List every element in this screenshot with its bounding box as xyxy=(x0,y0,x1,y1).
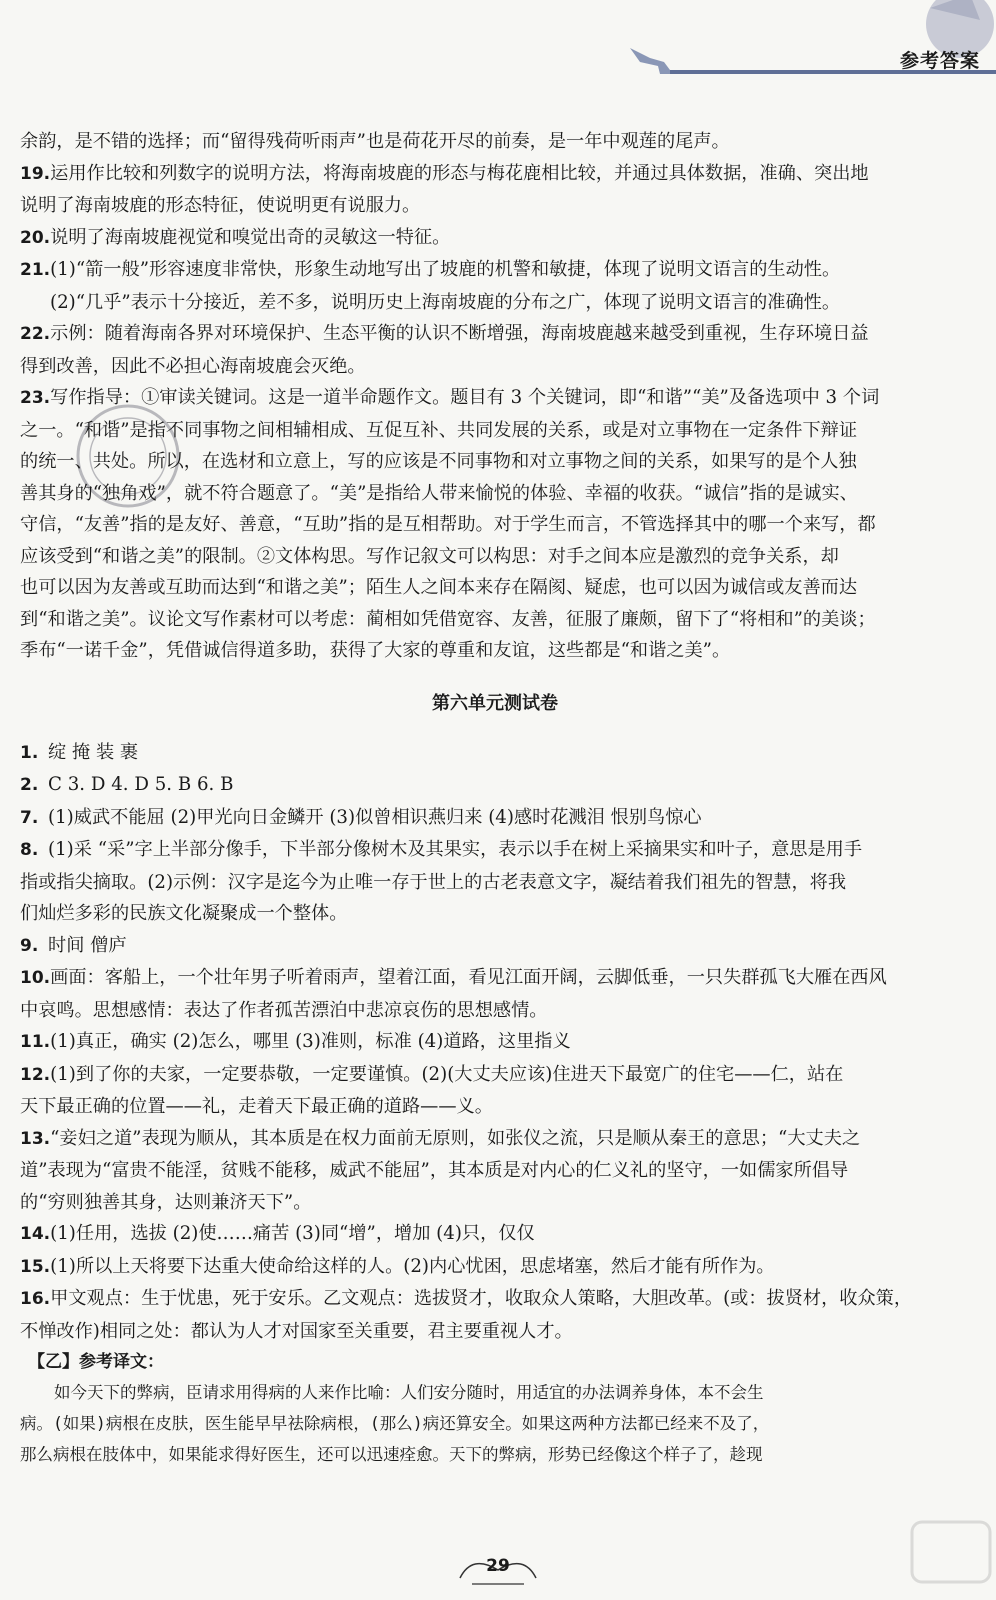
answer-line xyxy=(20,446,970,478)
answer-text: 说明了海南坡鹿的形态特征，使说明更有说服力。 xyxy=(20,195,421,216)
answer-line xyxy=(20,509,970,541)
answer-text: (1)到了你的夫家，一定要恭敬，一定要谨慎。(2)(大丈夫应该)住进天下最宽广的住宅——仁，站在 xyxy=(50,1063,844,1085)
question-number: 11. xyxy=(20,1032,51,1052)
translation-line: 病。(如果)病根在皮肤，医生能早早祛除病根，(那么)病还算安全。如果这两种方法都已经来不及了， xyxy=(20,1414,770,1433)
answer-line xyxy=(20,287,970,319)
answer-text: 绽 掩 装 裹 xyxy=(48,741,139,763)
answer-text: C 3. D 4. D 5. B 6. B xyxy=(48,774,234,795)
answer-line xyxy=(20,1251,970,1284)
answer-line xyxy=(20,478,970,510)
answer-text: 画面：客船上，一个壮年男子听着雨声，望着江面，看见江面开阔，云脚低垂，一只失群孤飞大雁在西风 xyxy=(50,967,887,988)
answer-text: (1)“箭一般”形容速度非常快，形象生动地写出了坡鹿的机警和敏捷，体现了说明文语言的生动性。 xyxy=(50,259,841,280)
answer-line xyxy=(20,930,970,963)
answer-line xyxy=(20,995,970,1027)
answer-text: 示例：随着海南各界对环境保护、生态平衡的认识不断增强，海南坡鹿越来越受到重视，生存环境日益 xyxy=(50,323,869,344)
answer-content xyxy=(20,126,970,1470)
question-number: 2. xyxy=(20,775,39,795)
question-number: 8. xyxy=(20,840,39,860)
answer-text: 甲文观点：生于忧患，死于安乐。乙文观点：选拔贤才，收取众人策略，大胆改革。(或：拔贤材，收众策， xyxy=(50,1288,913,1309)
answer-line xyxy=(20,604,970,636)
answers-part-1 xyxy=(20,126,970,667)
question-number: 19. xyxy=(20,163,51,184)
question-number: 9. xyxy=(20,935,39,956)
page-number: 29 xyxy=(486,1556,510,1576)
answer-text: 得到改善，因此不必担心海南坡鹿会灭绝。 xyxy=(20,355,366,377)
translation-line: 那么病根在肢体中，如果能求得好医生，还可以迅速痊愈。天下的弊病，形势已经像这个样子了，趁现 xyxy=(20,1445,763,1464)
answer-line xyxy=(20,1026,970,1059)
answer-line xyxy=(20,1187,970,1219)
answer-text: 应该受到“和谐之美”的限制。②文体构思。写作记叙文可以构思：对手之间本应是激烈的竞争关系，却 xyxy=(20,545,839,567)
answer-text: 到“和谐之美”。议论文写作素材可以考虑：蔺相如凭借宽容、友善，征服了廉颇，留下了“将相和”的美谈； xyxy=(20,608,876,630)
section-title: 第六单元测试卷 xyxy=(432,692,558,714)
answer-text: 的“穷则独善其身，达则兼济天下”。 xyxy=(20,1191,312,1213)
answer-text: (1)威武不能屈 (2)甲光向日金鳞开 (3)似曾相识燕归来 (4)感时花溅泪 恨别鸟惊心 xyxy=(48,806,702,828)
answer-text: (2)“几乎”表示十分接近，差不多，说明历史上海南坡鹿的分布之广，体现了说明文语言的准确性。 xyxy=(50,291,841,313)
header-banner xyxy=(630,0,996,80)
question-number: 14. xyxy=(20,1224,51,1244)
answer-line xyxy=(20,254,970,287)
answer-line xyxy=(20,572,970,604)
answer-line xyxy=(20,1123,970,1156)
answer-text: 时间 僧庐 xyxy=(48,934,127,956)
answer-text: 中哀鸣。思想感情：表达了作者孤苦漂泊中悲凉哀伤的思想感情。 xyxy=(20,999,548,1021)
translation-text xyxy=(20,1377,970,1470)
answer-line xyxy=(20,1059,970,1092)
answer-line xyxy=(20,190,970,222)
question-number: 22. xyxy=(20,324,51,344)
page-number-badge xyxy=(452,1548,544,1592)
watermark-logo xyxy=(906,1512,996,1600)
answer-line xyxy=(20,1316,970,1348)
answer-line xyxy=(20,351,970,383)
answer-line xyxy=(20,1091,970,1123)
answer-text: (1)任用，选拔 (2)使……痛苦 (3)同“增”，增加 (4)只，仅仅 xyxy=(50,1223,535,1244)
answer-line xyxy=(20,867,970,899)
answer-line xyxy=(20,318,970,351)
answer-text: “妾妇之道”表现为顺从，其本质是在权力面前无原则，如张仪之流，只是顺从秦王的意思；“大丈夫之 xyxy=(50,1127,861,1149)
answer-text: 指或指尖摘取。(2)示例：汉字是迄今为止唯一存于世上的古老表意文字，凝结着我们祖先的智慧，将我 xyxy=(20,871,847,893)
answer-text: (1)所以上天将要下达重大使命给这样的人。(2)内心忧困，思虑堵塞，然后才能有所作为。 xyxy=(50,1255,775,1277)
answer-line xyxy=(20,126,970,158)
answer-line xyxy=(20,541,970,573)
answer-line xyxy=(20,382,970,415)
answer-line xyxy=(20,415,970,447)
answer-line xyxy=(20,1155,970,1187)
header-title: 参考答案 xyxy=(899,50,980,72)
question-number: 23. xyxy=(20,388,51,408)
answer-text: 之一。“和谐”是指不同事物之间相辅相成、互促互补、共同发展的关系，或是对立事物在一定条件下辩证 xyxy=(20,419,858,441)
question-number: 7. xyxy=(20,807,39,828)
answer-text: 们灿烂多彩的民族文化凝聚成一个整体。 xyxy=(20,903,348,924)
answer-text: 不惮改作)相同之处：都认为人才对国家至关重要，君主要重视人才。 xyxy=(20,1320,573,1342)
answer-line xyxy=(20,1283,970,1316)
question-number: 13. xyxy=(20,1128,51,1149)
question-number: 21. xyxy=(20,260,51,280)
answer-line xyxy=(20,802,970,835)
question-number: 10. xyxy=(20,968,51,988)
question-number: 20. xyxy=(20,227,51,248)
answer-line xyxy=(20,962,970,995)
question-number: 1. xyxy=(20,742,39,763)
answer-text: 善其身的“独角戏”，就不符合题意了。“美”是指给人带来愉悦的体验、幸福的收获。“诚信”指的是诚实、 xyxy=(20,482,858,504)
answer-text: 写作指导：①审读关键词。这是一道半命题作文。题目有 3 个关键词，即“和谐”“美”及备选项中 3 个词 xyxy=(50,387,880,408)
answer-line xyxy=(20,898,970,930)
answer-text: (1)真正，确实 (2)怎么，哪里 (3)准则，标准 (4)道路，这里指义 xyxy=(50,1031,571,1052)
translation-title: 【乙】参考译文： xyxy=(28,1352,164,1372)
answer-text: 守信，“友善”指的是友好、善意，“互助”指的是互相帮助。对于学生而言，不管选择其中的哪一个来写，都 xyxy=(20,514,876,535)
answer-line xyxy=(20,158,970,191)
answer-text: 天下最正确的位置——礼，走着天下最正确的道路——义。 xyxy=(20,1096,493,1117)
answer-line xyxy=(20,222,970,255)
answer-line xyxy=(20,834,970,867)
question-number: 15. xyxy=(20,1256,51,1277)
answer-text: 道”表现为“富贵不能淫，贫贱不能移，威武不能屈”，其本质是对内心的仁义礼的坚守，一如儒家所倡导 xyxy=(20,1160,849,1181)
answer-line xyxy=(20,737,970,770)
answer-text: 也可以因为友善或互助而达到“和谐之美”；陌生人之间本来存在隔阂、疑虑，也可以因为诚信或友善而达 xyxy=(20,577,858,598)
translation-line: 如今天下的弊病，臣请求用得病的人来作比喻：人们安分随时，用适宜的办法调养身体，本不会生 xyxy=(54,1383,764,1402)
answer-text: (1)采 “采”字上半部分像手，下半部分像树木及其果实，表示以手在树上采摘果实和叶子，意思是用手 xyxy=(48,839,863,860)
answers-part-2 xyxy=(20,737,970,1348)
answer-text: 说明了海南坡鹿视觉和嗅觉出奇的灵敏这一特征。 xyxy=(50,226,451,248)
answer-text: 余韵，是不错的选择；而“留得残荷听雨声”也是荷花开尽的前奏，是一年中观莲的尾声。 xyxy=(20,131,730,152)
answer-text: 运用作比较和列数字的说明方法，将海南坡鹿的形态与梅花鹿相比较，并通过具体数据，准确、突出地 xyxy=(50,162,869,184)
question-number: 16. xyxy=(20,1289,51,1309)
answer-text: 的统一、共处。所以，在选材和立意上，写的应该是不同事物和对立事物之间的关系，如果写的是个人独 xyxy=(20,451,857,472)
answer-line xyxy=(20,1218,970,1251)
answer-line xyxy=(20,635,970,667)
question-number: 12. xyxy=(20,1064,51,1085)
answer-line xyxy=(20,769,970,802)
answer-text: 季布“一诺千金”，凭借诚信得道多助，获得了大家的尊重和友谊，这些都是“和谐之美”。 xyxy=(20,640,731,661)
